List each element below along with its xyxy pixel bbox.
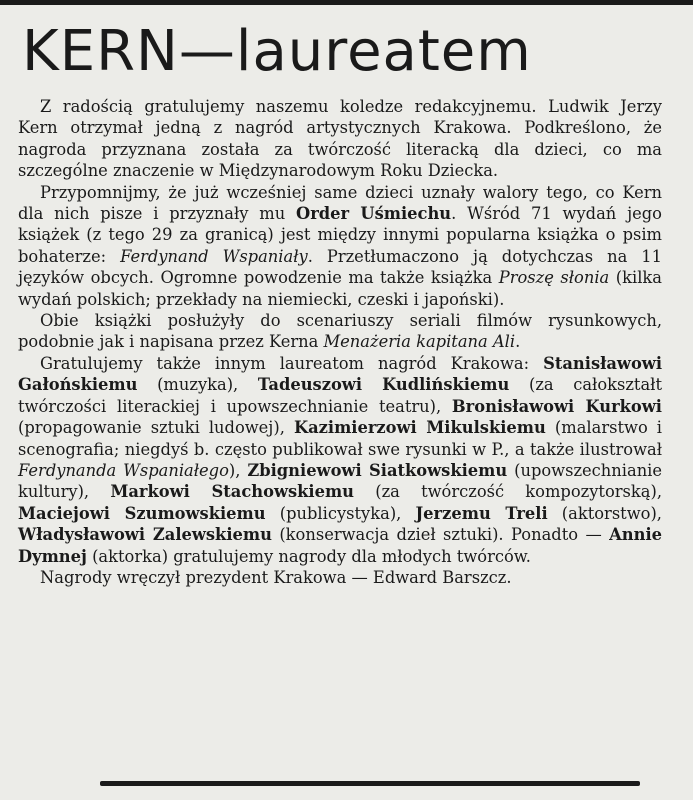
italic-title: Ferdynand Wspaniały bbox=[120, 246, 308, 266]
bold-name: Bronisławowi Kurkowi bbox=[451, 396, 662, 416]
bold-name: Jerzemu Treli bbox=[415, 503, 548, 523]
bold-name: Zbigniewowi Siatkowskiemu bbox=[247, 460, 508, 480]
italic-title: Menażeria kapitana Ali bbox=[323, 332, 516, 352]
bold-name: Markowi Stachowskiemu bbox=[110, 482, 355, 502]
text-run: (muzyka), bbox=[137, 375, 258, 395]
text-run: (publicystyka), bbox=[265, 503, 416, 523]
text-run: (konserwacja dzieł sztuki). Ponadto — bbox=[271, 525, 610, 545]
paragraph-other-laureates bbox=[18, 353, 662, 567]
text-run: (malarstwo i scenografia; niegdyś b. często publikował swe rysunki w P., a także ilustrował bbox=[18, 418, 663, 459]
text-run: Nagrody wręczył prezydent Krakowa — Edward Barszcz. bbox=[40, 567, 512, 587]
text-run: (aktorka) gratulujemy nagrody dla młodych twórców. bbox=[86, 546, 531, 566]
text-run: (upowszechnianie kultury), bbox=[18, 460, 663, 502]
text-run: (propagowanie sztuki ludowej), bbox=[18, 418, 294, 438]
paragraph-signoff bbox=[18, 567, 662, 588]
bottom-rule bbox=[100, 781, 640, 786]
text-run: Z radością gratulujemy naszemu koledze redakcyjnemu. Ludwik Jerzy Kern otrzymał jedną z nagród artystycznych Krakowa. Podkreślono, że nagroda przyznana została za twórczość literacką dla dzieci, co ma szczególne znaczenie w Międzynarodowym Roku Dziecka. bbox=[18, 97, 662, 181]
top-rule bbox=[0, 0, 693, 5]
article-body bbox=[18, 96, 662, 588]
text-run: (za twórczość kompozytorską), bbox=[354, 482, 662, 502]
text-run: (kilka wydań polskich; przekłady na niemiecki, czeski i japoński). bbox=[18, 268, 662, 309]
text-run: Przypomnijmy, że już wcześniej same dzieci uznały walory tego, co Kern dla nich pisze i przyznały mu bbox=[18, 182, 662, 224]
text-run: (za całokształt twórczości literackiej i upowszechnianie teatru), bbox=[18, 375, 662, 416]
text-run: . Wśród 71 wydań jego książek (z tego 29 za granicą) jest między innymi popularna książka o psim bohaterze: bbox=[18, 204, 662, 266]
text-run: . Przetłumaczono ją dotychczas na 11 języków obcych. Ogromne powodzenie ma także książka bbox=[18, 246, 662, 288]
text-run: Gratulujemy także innym laureatom nagród Krakowa: bbox=[40, 353, 544, 373]
text-run: Obie książki posłużyły do scenariuszy seriali filmów rysunkowych, podobnie jak i napisana przez Kerna bbox=[18, 311, 662, 352]
headline: KERN—laureatem bbox=[22, 19, 532, 84]
bold-name: Kazimierzowi Mikulskiemu bbox=[293, 418, 546, 438]
text-run: (aktorstwo), bbox=[547, 503, 662, 523]
bold-name: Maciejowi Szumowskiemu bbox=[18, 503, 266, 523]
bold-name: Stanisławowi Gałońskiemu bbox=[18, 353, 662, 395]
paragraph-animated-series bbox=[18, 310, 662, 353]
text-run: ), bbox=[228, 460, 248, 480]
bold-name: Tadeuszowi Kudlińskiemu bbox=[257, 375, 510, 395]
bold-name: Order Uśmiechu bbox=[296, 204, 452, 224]
text-run: . bbox=[515, 332, 521, 352]
bold-name: Władysławowi Zalewskiemu bbox=[18, 525, 272, 545]
italic-title: Ferdynanda Wspaniałego bbox=[18, 460, 229, 480]
italic-title: Proszę słonia bbox=[498, 268, 610, 288]
paragraph-order-usmiechu bbox=[18, 182, 662, 310]
bold-name: Annie Dymnej bbox=[18, 525, 662, 566]
paragraph-intro bbox=[18, 96, 662, 182]
